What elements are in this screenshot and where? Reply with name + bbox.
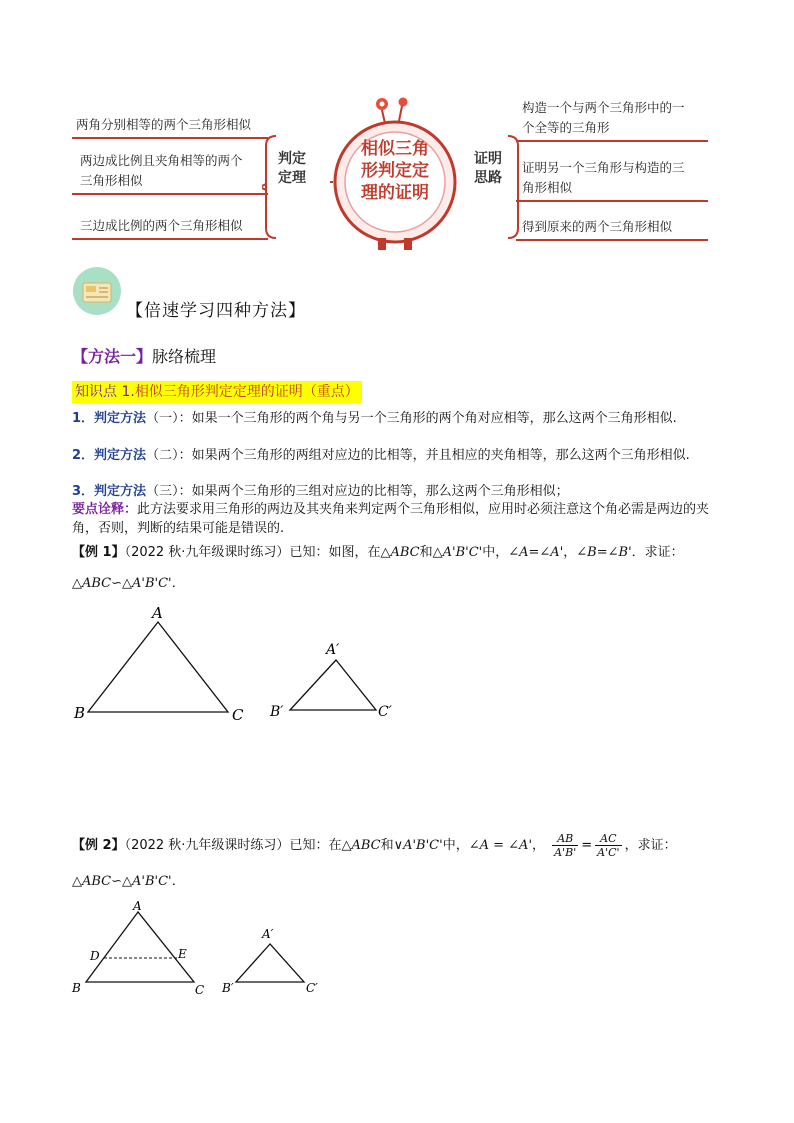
label-a-prime-2: A′ [262, 927, 274, 941]
label-e: E [178, 947, 187, 961]
label-a-2: A [133, 899, 142, 913]
kp-prefix: 知识点 1. [75, 384, 135, 400]
right-item-3-underline [516, 239, 708, 241]
left-item-2-underline [72, 193, 268, 195]
method-2-label: 判定方法 [94, 448, 147, 463]
kp-title: 相似三角形判定定理的证明 [134, 384, 303, 400]
example-1-conclusion: △ABC∽△A'B'C'． [72, 576, 185, 591]
right-bracket [506, 132, 522, 242]
mindmap [0, 0, 794, 260]
center-line-1: 相似三角 [361, 139, 429, 159]
example-2-source: （2022 秋·九年级课时练习） [124, 838, 290, 853]
kp-tag: （重点） [302, 384, 359, 400]
example-1-source: （2022 秋·九年级课时练习） [124, 545, 290, 560]
right-item-1: 构造一个与两个三角形中的一 [522, 100, 685, 115]
note [72, 500, 720, 538]
label-b-prime-2: B′ [222, 981, 234, 995]
left-bracket [262, 132, 278, 242]
method-3 [72, 482, 720, 501]
left-item-3-underline [72, 238, 268, 240]
example-2-conclusion: △ABC∽△A'B'C'． [72, 874, 185, 889]
method-label: 方法一 [88, 347, 137, 366]
method-1-text: ：如果一个三角形的两个角与另一个三角形的两个角对应相等，那么这两个三角形相似. [178, 411, 677, 426]
left-item-1: 两角分别相等的两个三角形相似 [76, 117, 252, 132]
right-item-3: 得到原来的两个三角形相似 [522, 219, 673, 234]
right-item-1b: 个全等的三角形 [522, 120, 610, 135]
left-item-1-underline [72, 137, 268, 139]
right-item-2b: 角形相似 [522, 180, 573, 195]
note-text: 此方法要求用三角形的两边及其夹角来判定两个三角形相似，应用时必须注意这个角必需是两边的夹角，否则，判断的结果可能是错误的. [72, 502, 710, 536]
method-3-text: ：如果两个三角形的三组对应边的比相等，那么这两个三角形相似； [178, 484, 569, 499]
right-item-1-underline [516, 140, 708, 142]
method-rest: 脉络梳理 [152, 347, 217, 366]
label-a: A [152, 604, 163, 622]
left-branch-label: 判定 定理 [278, 151, 306, 186]
section-title: 【倍速学习四种方法】 [126, 301, 306, 321]
triangle-a2b2c2 [290, 660, 376, 710]
method-2-num: 2． [72, 448, 95, 463]
label-a-prime: A′ [326, 642, 340, 658]
right-item-2: 证明另一个三角形与构造的三 [522, 160, 685, 175]
triangle-a2b2c2-2 [236, 944, 304, 982]
center-line-2: 形判定定 [361, 161, 429, 181]
method-1-num: 1． [72, 411, 95, 426]
triangle-abc [88, 622, 228, 712]
example-2-figure [66, 896, 336, 1006]
example-1-label: 【例 1】 [72, 545, 125, 560]
notebook-icon [72, 266, 122, 316]
fraction-ac: $\frac{AC}{A'C'}$ [597, 832, 620, 859]
label-c-prime: C′ [378, 704, 392, 720]
left-item-2b: 三角形相似 [80, 173, 143, 188]
knowledge-point-heading [72, 381, 362, 403]
right-branch-label: 证明 思路 [474, 151, 502, 186]
left-item-2: 两边成比例且夹角相等的两个 [80, 153, 243, 168]
method-bracket-open: 【 [72, 347, 89, 366]
left-item-3: 三边成比例的两个三角形相似 [80, 218, 243, 233]
right-item-2-underline [516, 200, 708, 202]
method-3-paren: （三） [146, 484, 179, 499]
method-title [72, 344, 216, 367]
method-1-label: 判定方法 [94, 411, 147, 426]
label-b-2: B [72, 981, 81, 995]
method-2-text: ：如果两个三角形的两组对应边的比相等，并且相应的夹角相等，那么这两个三角形相似. [178, 448, 690, 463]
method-3-label: 判定方法 [94, 484, 147, 499]
example-1-statement: 【例 1】（2022 秋·九年级课时练习）已知：如图，在△ABC和△A'B'C'中，∠A=∠A'，∠B=∠B'．求证： [72, 545, 684, 560]
label-b-prime: B′ [270, 704, 284, 720]
label-c-prime-2: C′ [306, 981, 318, 995]
method-2 [72, 446, 720, 465]
label-c: C [232, 706, 244, 724]
method-2-paren: （二） [146, 448, 179, 463]
label-c-2: C [195, 983, 205, 997]
mindmap-center-title [340, 138, 450, 204]
example-1-figure [66, 600, 406, 730]
note-label: 要点诠释： [72, 502, 138, 517]
example-2-label: 【例 2】 [72, 838, 125, 853]
label-b: B [74, 704, 86, 722]
method-1 [72, 409, 720, 428]
method-3-num: 3． [72, 484, 95, 499]
center-line-3: 理的证明 [361, 183, 429, 203]
method-1-paren: （一） [146, 411, 179, 426]
method-bracket-close: 】 [136, 347, 153, 366]
fraction-ab: $\frac{AB}{A'B'}$ [554, 832, 577, 859]
label-d: D [90, 949, 100, 963]
example-2-statement: 【例 2】（2022 秋·九年级课时练习）已知：在△ABC和∨A'B'C'中，∠A = ∠A'， $\frac{AB}{A'B'}$ = $\frac{AC}{A'C'}$ ，求证： [72, 832, 677, 859]
